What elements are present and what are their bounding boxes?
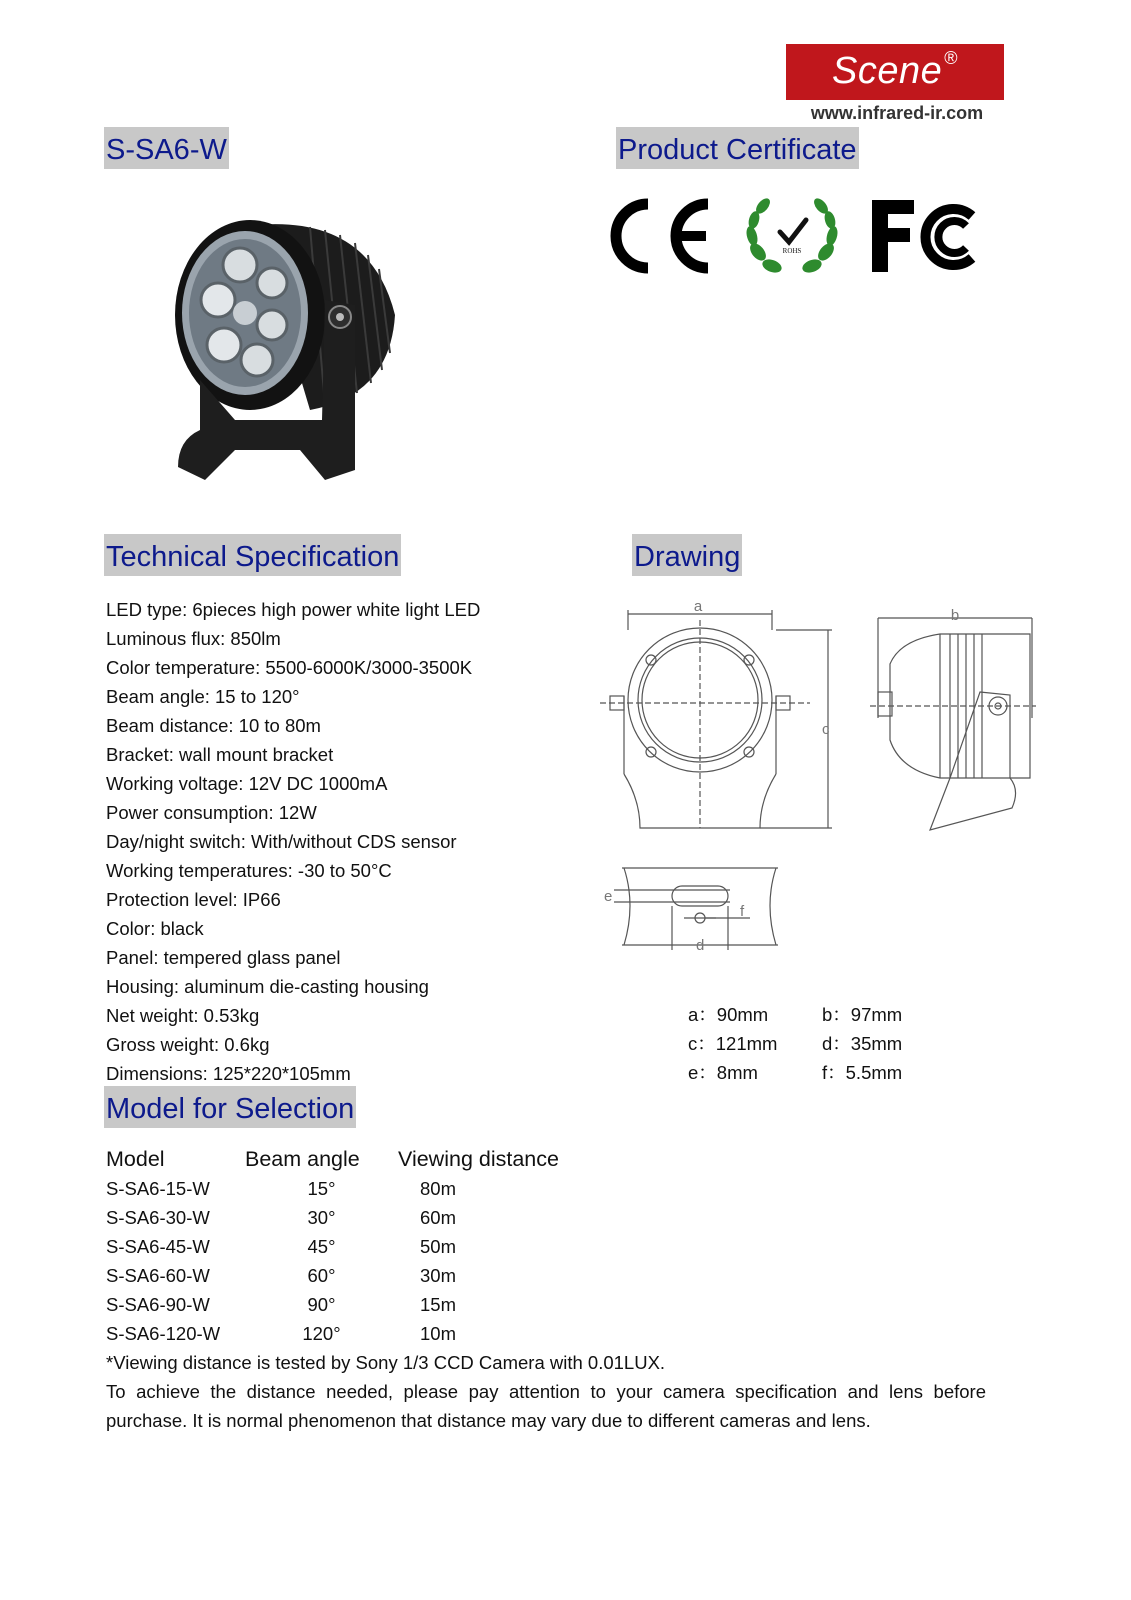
model-cell: S-SA6-30-W (106, 1207, 210, 1228)
spec-item: LED type: 6pieces high power white light LED (106, 599, 481, 620)
spec-item: Dimensions: 125*220*105mm (106, 1063, 351, 1084)
model-cell: S-SA6-90-W (106, 1294, 210, 1315)
brand-logo (786, 44, 1004, 100)
beam-angle-cell: 30° (307, 1207, 336, 1228)
distance-cell: 30m (420, 1265, 456, 1286)
spec-item: Net weight: 0.53kg (106, 1005, 260, 1026)
beam-angle-cell: 120° (302, 1323, 341, 1344)
drawing-label-e: e (604, 888, 613, 905)
spec-item: Beam distance: 10 to 80m (106, 715, 321, 736)
drawing-label-c: c (822, 721, 830, 738)
rohs-laurel-icon (744, 194, 840, 280)
spec-item: Gross weight: 0.6kg (106, 1034, 270, 1055)
product-model-heading: S-SA6-W (104, 127, 229, 169)
table-row (106, 1319, 559, 1348)
distance-cell: 80m (420, 1178, 456, 1199)
table-row (106, 1203, 559, 1232)
beam-angle-cell: 45° (307, 1236, 336, 1257)
distance-cell: 10m (420, 1323, 456, 1344)
certificate-heading: Product Certificate (616, 127, 859, 169)
spec-item: Day/night switch: With/without CDS sensor (106, 831, 457, 852)
column-header-model: Model (106, 1147, 165, 1171)
spec-heading: Technical Specification (104, 534, 401, 576)
spec-item: Beam angle: 15 to 120° (106, 686, 300, 707)
drawing-label-f: f (740, 903, 745, 920)
brand-name: Scene ® (831, 48, 958, 92)
model-cell: S-SA6-15-W (106, 1178, 210, 1199)
dimension-row (688, 1029, 956, 1058)
spec-item: Power consumption: 12W (106, 802, 317, 823)
distance-cell: 50m (420, 1236, 456, 1257)
model-cell: S-SA6-60-W (106, 1265, 210, 1286)
table-row (106, 1232, 559, 1261)
drawing-label-d: d (696, 937, 705, 954)
dimension-row (688, 1058, 956, 1087)
dimension-value: f：5.5mm (822, 1062, 903, 1083)
dimension-value: a：90mm (688, 1004, 769, 1025)
spec-item: Color temperature: 5500-6000K/3000-3500K (106, 657, 473, 678)
model-cell: S-SA6-120-W (106, 1323, 221, 1344)
fcc-mark-icon (868, 196, 984, 276)
spec-item: Panel: tempered glass panel (106, 947, 341, 968)
svg-text:ROHS: ROHS (782, 247, 802, 255)
model-table (106, 1145, 559, 1348)
table-header-row (106, 1145, 559, 1174)
drawing-heading: Drawing (632, 534, 742, 576)
spec-item: Working temperatures: -30 to 50°C (106, 860, 392, 881)
column-header-viewing-distance: Viewing distance (398, 1147, 559, 1171)
distance-cell: 60m (420, 1207, 456, 1228)
beam-angle-cell: 60° (307, 1265, 336, 1286)
table-row (106, 1174, 559, 1203)
front-view (600, 610, 832, 828)
column-header-beam-angle: Beam angle (245, 1147, 360, 1171)
viewing-distance-footnote: *Viewing distance is tested by Sony 1/3 CCD Camera with 0.01LUX. (106, 1352, 666, 1373)
table-row (106, 1290, 559, 1319)
beam-angle-cell: 15° (307, 1178, 336, 1199)
spec-item: Working voltage: 12V DC 1000mA (106, 773, 388, 794)
dimension-value: e：8mm (688, 1062, 758, 1083)
dimension-value: d：35mm (822, 1033, 903, 1054)
ce-mark-icon (604, 196, 714, 276)
model-cell: S-SA6-45-W (106, 1236, 210, 1257)
beam-angle-cell: 90° (307, 1294, 336, 1315)
dimension-list (688, 1000, 956, 1087)
side-view (870, 618, 1036, 830)
spec-item: Protection level: IP66 (106, 889, 281, 910)
drawing-label-a: a (693, 600, 703, 615)
drawing-label-b: b (950, 607, 960, 624)
spec-item: Luminous flux: 850lm (106, 628, 281, 649)
technical-drawing (600, 600, 1040, 960)
distance-notice: To achieve the distance needed, please pay attention to your camera specification and lens before purchase. It is normal phenomenon that distance may vary due to different cameras and lens. (106, 1381, 986, 1431)
dimension-row (688, 1000, 956, 1029)
spec-item: Housing: aluminum die-casting housing (106, 976, 429, 997)
model-selection-heading: Model for Selection (104, 1086, 356, 1128)
spec-item: Color: black (106, 918, 204, 939)
brand-url: www.infrared-ir.com (810, 103, 984, 123)
distance-cell: 15m (420, 1294, 456, 1315)
dimension-value: c：121mm (688, 1033, 778, 1054)
dimension-value: b：97mm (822, 1004, 903, 1025)
spec-list (106, 595, 480, 1088)
product-photo (160, 205, 420, 495)
table-row (106, 1261, 559, 1290)
spec-item: Bracket: wall mount bracket (106, 744, 334, 765)
